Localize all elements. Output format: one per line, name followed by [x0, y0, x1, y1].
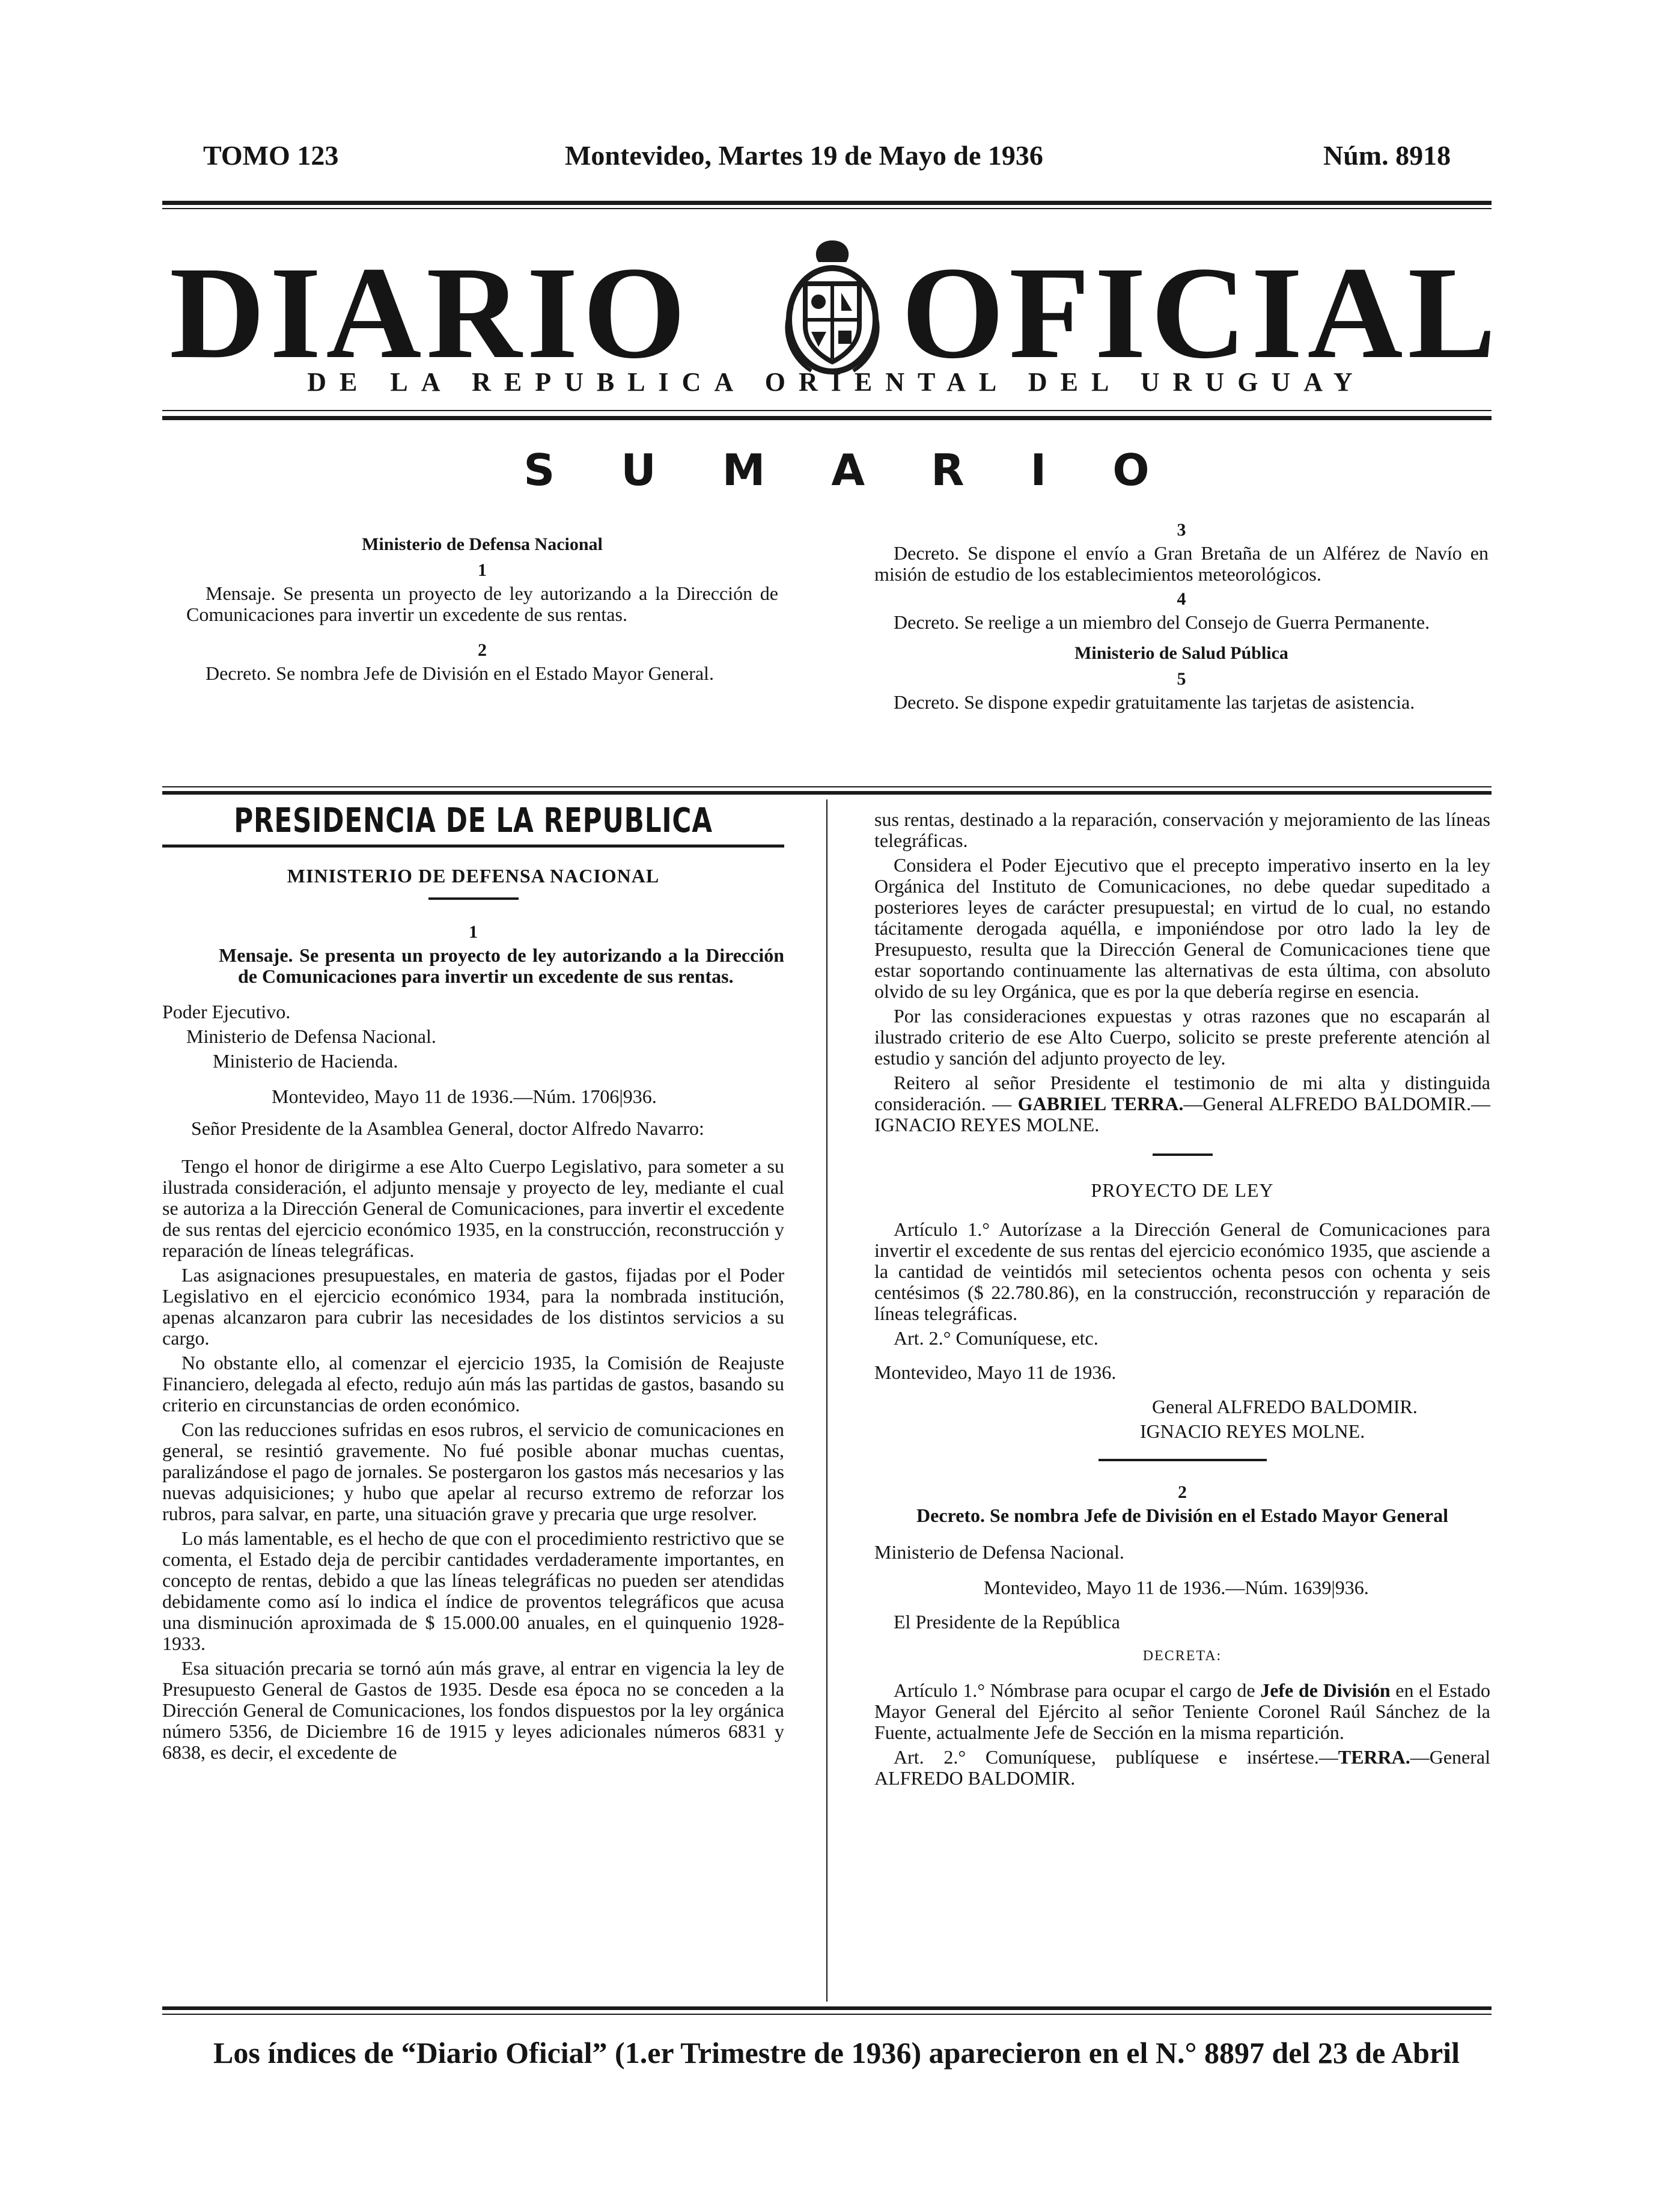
item-summary: Mensaje. Se presenta un proyecto de ley autorizando a la Dirección de Comunicaciones para invertir un excedente de sus rentas. [219, 944, 784, 987]
sumario-item-number: 2 [478, 640, 487, 660]
masthead-subtitle: DE LA REPUBLICA ORIENTAL DEL URUGUAY [307, 367, 1366, 397]
masthead-right: OFICIAL [901, 239, 1501, 386]
decree-article-bold: Jefe de División [1260, 1679, 1391, 1701]
paragraph: Por las consideraciones expuestas y otras razones que no escaparán al ilustrado criterio de ese Alto Cuerpo, solicito se preste preferente atención al estudio y sanción del adjunto proyecto de ley. [874, 1005, 1490, 1069]
decree-article [874, 1747, 1490, 1789]
sumario-ministry: Ministerio de Defensa Nacional [362, 534, 603, 554]
issue-date: Montevideo, Martes 19 de Mayo de 1936 [565, 140, 1043, 171]
sumario-item-number: 5 [1177, 669, 1186, 689]
sumario-right-column [874, 517, 1489, 716]
decree-article-text: Artículo 1.° Nómbrase para ocupar el cargo de [894, 1679, 1261, 1701]
paragraph: Con las reducciones sufridas en esos rubros, el servicio de comunicaciones en general, se resintió gravemente. No fué posible abonar muchas cuentas, paralizándose el pago de jornales. Se postergaron los gastos más necesarios y las nuevas adquisiciones; y hubo que apelar al recurso extremo de reforzar los rubros, para salvar, en parte, una situación grave y precaria que urge resolver. [162, 1419, 784, 1524]
mini-rule [1153, 1153, 1213, 1156]
closing-paragraph [874, 1072, 1490, 1135]
decree-article-bold: TERRA. [1338, 1746, 1410, 1768]
president-line: El Presidente de la República [894, 1611, 1120, 1633]
mini-rule [428, 897, 519, 900]
paragraph: sus rentas, destinado a la reparación, conservación y mejoramiento de las líneas telegráficas. [874, 808, 1490, 851]
footer-rule-thin [162, 2014, 1492, 2015]
sender: Ministerio de Defensa Nacional. [186, 1025, 436, 1047]
sumario-item-text: Decreto. Se nombra Jefe de División en el Estado Mayor General. [206, 662, 714, 684]
mini-rule [1099, 1459, 1267, 1461]
masthead-left: DIARIO [169, 239, 690, 386]
bill-title: PROYECTO DE LEY [1091, 1179, 1274, 1201]
header-rule [162, 201, 1492, 205]
masthead-rule-thin [162, 410, 1492, 411]
sumario-item-text: Mensaje. Se presenta un proyecto de ley autorizando a la Dirección de Comunicaciones para invertir un excedente de sus rentas. [186, 582, 778, 625]
paragraph: No obstante ello, al comenzar el ejercicio 1935, la Comisión de Reajuste Financiero, delegada al efecto, redujo aún más las partidas de gastos, basando su criterio en circunstancias de orden económico. [162, 1352, 784, 1416]
paragraph: Las asignaciones presupuestales, en materia de gastos, fijadas por el Poder Legislativo en el ejercicio económico 1934, para la nombrada institución, apenas alcanzaron para cubrir las necesidades de los distintos servicios a su cargo. [162, 1264, 784, 1349]
decree-article-text: Art. 2.° Comuníquese, publíquese e insértese.— [894, 1746, 1338, 1768]
left-column [162, 801, 784, 1767]
item-number: 1 [469, 922, 478, 942]
sumario-left-column [186, 529, 778, 688]
signatory-bold: GABRIEL TERRA. [1017, 1093, 1184, 1114]
closing-text: Reitero al señor Presidente el testimonio de mi alta y distinguida consideración. — [874, 1072, 1490, 1114]
closing-signatories: —General ALFREDO BALDOMIR.—IGNACIO REYES MOLNE. [874, 1093, 1491, 1135]
decree-article-text: en el Estado Mayor General del Ejército al señor Teniente Coronel Raúl Sánchez de la Fuente, actualmente Jefe de Sección en la misma repartición. [874, 1679, 1491, 1743]
decree-article [874, 1680, 1490, 1743]
issue-number: Núm. 8918 [1323, 140, 1451, 171]
sumario-item-text: Decreto. Se reelige a un miembro del Consejo de Guerra Permanente. [894, 611, 1430, 633]
sumario-rule [162, 791, 1492, 795]
sumario-title: SUMARIO [523, 445, 1216, 495]
sumario-ministry: Ministerio de Salud Pública [1074, 643, 1288, 663]
sender: Poder Ejecutivo. [162, 1001, 291, 1022]
sumario-rule-thin [162, 786, 1492, 787]
sender: Ministerio de Hacienda. [213, 1050, 398, 1072]
header-rule-thin [162, 208, 1492, 209]
column-divider [826, 799, 827, 2002]
dateline: Montevideo, Mayo 11 de 1936.—Núm. 1639|936. [984, 1577, 1369, 1598]
right-column [874, 809, 1490, 1792]
bill-article: Artículo 1.° Autorízase a la Dirección General de Comunicaciones para invertir el excedente de sus rentas del ejercicio económico 1935, que asciende a la cantidad de veintidós mil setecientos ochenta pesos con ochenta y seis centésimos ($ 22.780.86), en la construcción, reconstrucción y reparación de líneas telegráficas. [874, 1218, 1490, 1324]
decree-title: Decreto. Se nombra Jefe de División en el Estado Mayor General [916, 1505, 1448, 1526]
salutation: Señor Presidente de la Asamblea General, doctor Alfredo Navarro: [191, 1117, 704, 1139]
footer-rule [162, 2006, 1492, 2010]
signature-line: IGNACIO REYES MOLNE. [1140, 1420, 1365, 1442]
masthead-rule [162, 416, 1492, 420]
bill-article: Art. 2.° Comuníquese, etc. [894, 1327, 1099, 1349]
paragraph: Considera el Poder Ejecutivo que el precepto imperativo inserto en la ley Orgánica del Instituto de Comunicaciones, no debe quedar supeditado a posteriores leyes de carácter presupuestal; en virtud de lo cual, no estando tácitamente derogada aquélla, e imponiéndose por otro lado la ley de Presupuesto, resulta que la Dirección General de Comunicaciones tiene que estar soportando continuamente las alternativas de esta última, con absoluto olvido de su ley Orgánica, que es por la que debería regirse en esencia. [874, 854, 1490, 1002]
sumario-item-number: 4 [1177, 589, 1186, 609]
sumario-item-number: 1 [478, 560, 487, 580]
sumario-item-text: Decreto. Se dispone el envío a Gran Bretaña de un Alférez de Navío en misión de estudio de los establecimientos meteorológicos. [874, 542, 1489, 585]
sumario-item-text: Decreto. Se dispone expedir gratuitamente las tarjetas de asistencia. [894, 691, 1415, 713]
ministry-line: Ministerio de Defensa Nacional. [874, 1541, 1124, 1563]
dateline: Montevideo, Mayo 11 de 1936.—Núm. 1706|936. [272, 1086, 657, 1107]
decreta-heading: DECRETA: [1142, 1648, 1222, 1664]
volume-number: TOMO 123 [203, 140, 339, 171]
footer-notice: Los índices de “Diario Oficial” (1.er Trimestre de 1936) aparecieron en el N.° 8897 del 23 de Abril [213, 2036, 1460, 2070]
section-title-rule [162, 845, 784, 848]
sumario-item-number: 3 [1177, 520, 1186, 540]
decree-article-text: —General ALFREDO BALDOMIR. [874, 1746, 1490, 1789]
paragraph: Tengo el honor de dirigirme a ese Alto Cuerpo Legislativo, para someter a su ilustrada consideración, el adjunto mensaje y proyecto de ley, mediante el cual se autoriza a la Dirección General de Comunicaciones, para invertir el excedente de sus rentas del ejercicio económico 1935, en la construcción, reconstrucción y reparación de líneas telegráficas. [162, 1155, 784, 1261]
dateline: Montevideo, Mayo 11 de 1936. [874, 1361, 1117, 1383]
section-title: PRESIDENCIA DE LA REPUBLICA [234, 801, 713, 840]
paragraph: Lo más lamentable, es el hecho de que con el procedimiento restrictivo que se comenta, el Estado deja de percibir cantidades verdaderamente importantes, en concepto de rentas, debido a que las líneas telegráficas no pueden ser atendidas debidamente como así lo indica el índice de proventos telegráficos que acusa una disminución aproximada de $ 15.000.00 anuales, en el quinquenio 1928-1933. [162, 1527, 784, 1654]
paragraph: Esa situación precaria se tornó aún más grave, al entrar en vigencia la ley de Presupuesto General de Gastos de 1935. Desde esa época no se conceden a la Dirección General de Comunicaciones, los fondos dispuestos por la ley orgánica número 5356, de Diciembre 16 de 1915 y leyes adicionales números 6831 y 6838, es decir, el excedente de [162, 1657, 784, 1763]
item-number: 2 [1178, 1482, 1187, 1502]
ministry-heading: MINISTERIO DE DEFENSA NACIONAL [287, 865, 660, 887]
coat-of-arms-icon [775, 236, 889, 386]
signature-line: General ALFREDO BALDOMIR. [1152, 1396, 1418, 1417]
